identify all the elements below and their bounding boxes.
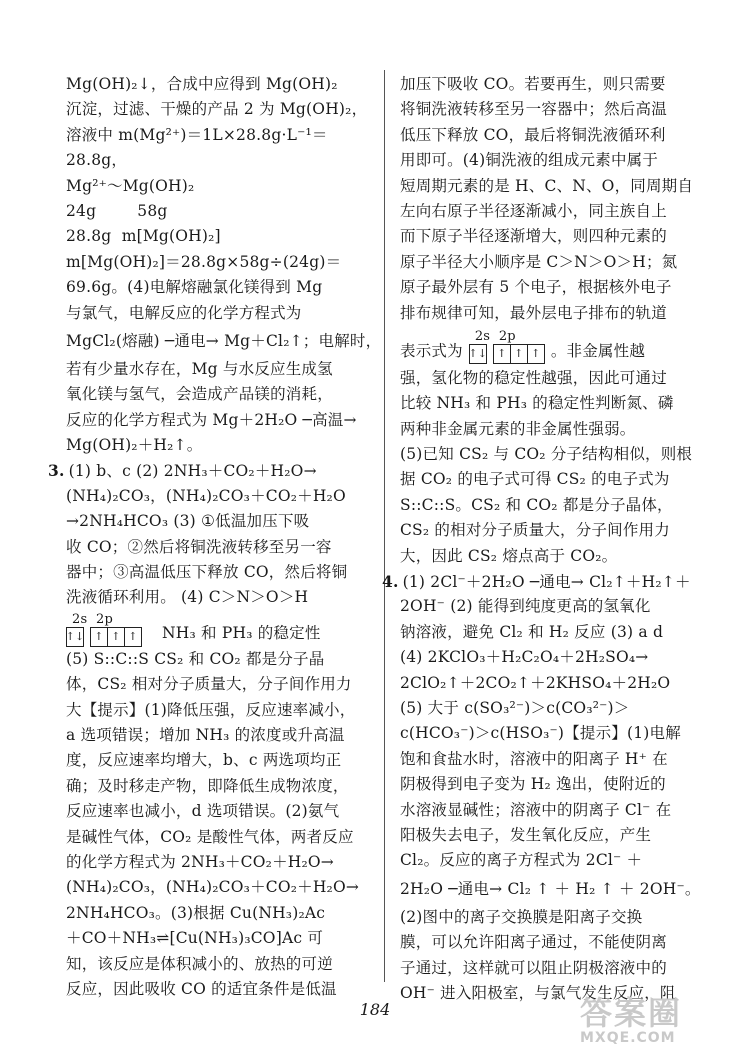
- text-line: 比较 NH₃ 和 PH₃ 的稳定性判断氮、磷: [400, 394, 674, 413]
- text-line: 用即可。(4)铜洗液的组成元素中属于: [400, 151, 659, 170]
- text-line: (NH₄)₂CO₃，(NH₄)₂CO₃＋CO₂＋H₂O: [66, 486, 346, 505]
- item-3-line: [48, 458, 366, 483]
- text-line: 低压下释放 CO，最后将铜洗液循环利: [400, 125, 666, 144]
- text-line: 2ClO₂↑＋2CO₂↑＋2KHSO₄＋2H₂O: [400, 673, 671, 692]
- electron-arrow: ↑: [531, 347, 541, 361]
- item-number: 3.: [48, 461, 65, 481]
- text-line: 沉淀，过滤、干燥的产品 2 为 Mg(OH)₂，: [66, 100, 368, 119]
- text-line: 两种非金属元素的非金属性强弱。: [400, 419, 636, 438]
- text-line: 子通过，这样就可以阻止阴极溶液中的: [400, 958, 667, 977]
- text-line: 若有少量水存在，Mg 与水反应生成氢: [66, 359, 333, 378]
- text-line: (5)已知 CS₂ 与 CO₂ 分子结构相似，则根: [400, 445, 693, 464]
- electron-arrow: ↑: [91, 628, 108, 646]
- text-line: 体，CS₂ 相对分子质量大，分子间作用力: [66, 675, 352, 694]
- text-line: 阳极失去电子，发生氧化反应，产生: [400, 825, 652, 844]
- text-line: 膜，可以允许阳离子通过，不能使阴离: [400, 933, 667, 952]
- text-line: 器中；③高温低压下释放 CO，然后将铜: [66, 563, 348, 582]
- left-column: [48, 72, 382, 1002]
- text-line: (5) 大于 c(SO₃²⁻)＞c(CO₃²⁻)＞: [400, 698, 630, 717]
- text-line: 大，因此 CS₂ 熔点高于 CO₂。: [400, 546, 618, 565]
- text-line: (5) S::C::S CS₂ 和 CO₂ 都是分子晶: [66, 649, 325, 668]
- text-line: (2)图中的离子交换膜是阳离子交换: [400, 907, 643, 926]
- text-line: 69.6g。(4)电解熔融氯化镁得到 Mg: [66, 278, 323, 297]
- text-line: 阴极得到电子变为 H₂ 逸出，使附近的: [400, 775, 666, 794]
- text-line: 饱和食盐水时，溶液中的阳离子 H⁺ 在: [400, 749, 668, 768]
- text-line: (1) 2Cl⁻＋2H₂O ─通电→ Cl₂↑＋H₂↑＋: [402, 573, 691, 592]
- column-divider: [384, 70, 385, 982]
- orbital-diagram-row: [66, 611, 366, 647]
- text-line: 反应，因此吸收 CO 的适宜条件是低温: [66, 979, 337, 998]
- text-line: 加压下吸收 CO。若要再生，则只需要: [400, 75, 666, 93]
- text-line: ＋CO＋NH₃⇌[Cu(NH₃)₃CO]Ac 可: [66, 929, 324, 948]
- text-line: CS₂ 的相对分子质量大，分子间作用力: [400, 521, 670, 540]
- text-line: 反应速率也减小，d 选项错误。(2)氨气: [66, 802, 340, 821]
- orbital-label: 2p: [498, 329, 516, 345]
- electron-arrow: ↑: [511, 345, 528, 363]
- orbital-label: 2s: [72, 612, 88, 628]
- text-line: Mg²⁺～Mg(OH)₂: [66, 176, 195, 195]
- watermark-logo: [580, 988, 730, 1048]
- text-line: 收 CO；②然后将铜洗液转移至另一容: [66, 537, 332, 556]
- orbital-2s: [65, 609, 88, 648]
- text-line: 是碱性气体，CO₂ 是酸性气体，两者反应: [66, 827, 354, 846]
- text-line: 2OH⁻ (2) 能得到纯度更高的氢氧化: [400, 597, 651, 616]
- text-line: 氧化镁与氢气，会造成产品镁的消耗，: [66, 385, 333, 404]
- text-line: 钠溶液，避免 Cl₂ 和 H₂ 反应 (3) a d: [400, 622, 664, 641]
- text-line: 左向右原子半径逐渐减小，同主族自上: [400, 201, 667, 220]
- electron-arrow: ↑: [108, 628, 125, 646]
- text-line: 的化学方程式为 2NH₃＋CO₂＋H₂O→: [66, 852, 334, 871]
- text-line: 知，该反应是体积减小的、放热的可逆: [66, 954, 333, 973]
- orbital-label: 2s: [474, 329, 491, 345]
- text-line: (NH₄)₂CO₃，(NH₄)₂CO₃＋CO₂＋H₂O→: [66, 878, 360, 897]
- electron-pair-arrow: ↑↓: [468, 347, 488, 361]
- orbital-2p: [493, 326, 545, 365]
- text-line: 。非金属性越: [550, 342, 646, 361]
- electron-pair-arrow: ↑↓: [65, 630, 85, 644]
- text-line: 与氯气，电解反应的化学方程式为: [66, 303, 302, 322]
- text-line: 大【提示】(1)降低压强，反应速率减小，: [66, 700, 356, 719]
- text-line: 洗液循环利用。 (4) C＞N＞O＞H: [66, 588, 309, 607]
- electron-arrow: ↑: [494, 345, 511, 363]
- text-line: 度，反应速率均增大，b、c 两选项均正: [66, 751, 342, 770]
- text-line: Mg(OH)₂↓，合成中应得到 Mg(OH)₂: [66, 75, 338, 93]
- text-line: 水溶液显碱性；溶液中的阴离子 Cl⁻ 在: [400, 800, 672, 819]
- orbital-diagram-row: [400, 326, 702, 366]
- text-line: 24g 58g: [66, 201, 168, 220]
- text-line: OH⁻ 进入阳极室，与氯气发生反应，阻: [400, 983, 676, 1002]
- electron-arrow: ↑: [128, 630, 138, 644]
- text-line: NH₃ 和 PH₃ 的稳定性: [162, 624, 321, 643]
- text-line: 反应的化学方程式为 Mg＋2H₂O ─高温→: [66, 410, 357, 429]
- text-line: Mg(OH)₂＋H₂↑。: [66, 436, 203, 455]
- text-line: 原子半径大小顺序是 C＞N＞O＞H；氮: [400, 252, 678, 271]
- text-line: 原子最外层有 5 个电子，根据核外电子: [400, 278, 672, 297]
- orbital-2s: [468, 326, 491, 365]
- orbital-label: 2p: [96, 612, 113, 628]
- text-line: 28.8g，: [66, 151, 128, 170]
- text-line: c(HCO₃⁻)＞c(HSO₃⁻)【提示】(1)电解: [400, 724, 681, 743]
- orbital-2p: [90, 609, 142, 648]
- watermark-url: MXQE.COM: [580, 1030, 676, 1046]
- text-line: 确；及时移走产物，即降低生成物浓度，: [66, 776, 349, 795]
- text-line: S::C::S。CS₂ 和 CO₂ 都是分子晶体，: [400, 495, 673, 514]
- text-line: 溶液中 m(Mg²⁺)＝1L×28.8g·L⁻¹＝: [66, 125, 328, 144]
- text-line: 而下原子半径逐渐增大，则四种元素的: [400, 227, 667, 246]
- right-column: [382, 72, 702, 1006]
- text-line: 2H₂O ─通电→ Cl₂ ↑ ＋ H₂ ↑ ＋ 2OH⁻。: [400, 879, 701, 898]
- text-line: 28.8g m[Mg(OH)₂]: [66, 227, 221, 246]
- item-4-line: [382, 569, 702, 594]
- item-number: 4.: [382, 572, 399, 592]
- text-line: 短周期元素的是 H、C、N、O，同周期自: [400, 176, 694, 195]
- page-number: 184: [359, 1000, 391, 1019]
- text-line: a 选项错误；增加 NH₃ 的浓度或升高温: [66, 725, 345, 744]
- text-line: 2NH₄HCO₃。(3)根据 Cu(NH₃)₂Ac: [66, 903, 326, 922]
- text-line: →2NH₄HCO₃ (3) ①低温加压下吸: [66, 512, 310, 531]
- text-line: 据 CO₂ 的电子式可得 CS₂ 的电子式为: [400, 470, 670, 489]
- text-line: MgCl₂(熔融) ─通电→ Mg＋Cl₂↑；电解时，: [66, 331, 382, 350]
- text-line: m[Mg(OH)₂]＝28.8g×58g÷(24g)＝: [66, 252, 342, 271]
- text-line: 将铜洗液转移至另一容器中；然后高温: [400, 100, 667, 119]
- text-line: 强，氢化物的稳定性越强，因此可通过: [400, 368, 667, 387]
- text-line: (4) 2KClO₃＋H₂C₂O₄＋2H₂SO₄→: [400, 648, 649, 667]
- text-line: 表示式为: [400, 342, 463, 361]
- watermark-text: 答案圈: [580, 994, 683, 1032]
- text-line: Cl₂。反应的离子方程式为 2Cl⁻ ＋: [400, 851, 643, 870]
- text-line: (1) b、c (2) 2NH₃＋CO₂＋H₂O→: [68, 462, 317, 481]
- text-line: 排布规律可知，最外层电子排布的轨道: [400, 303, 667, 322]
